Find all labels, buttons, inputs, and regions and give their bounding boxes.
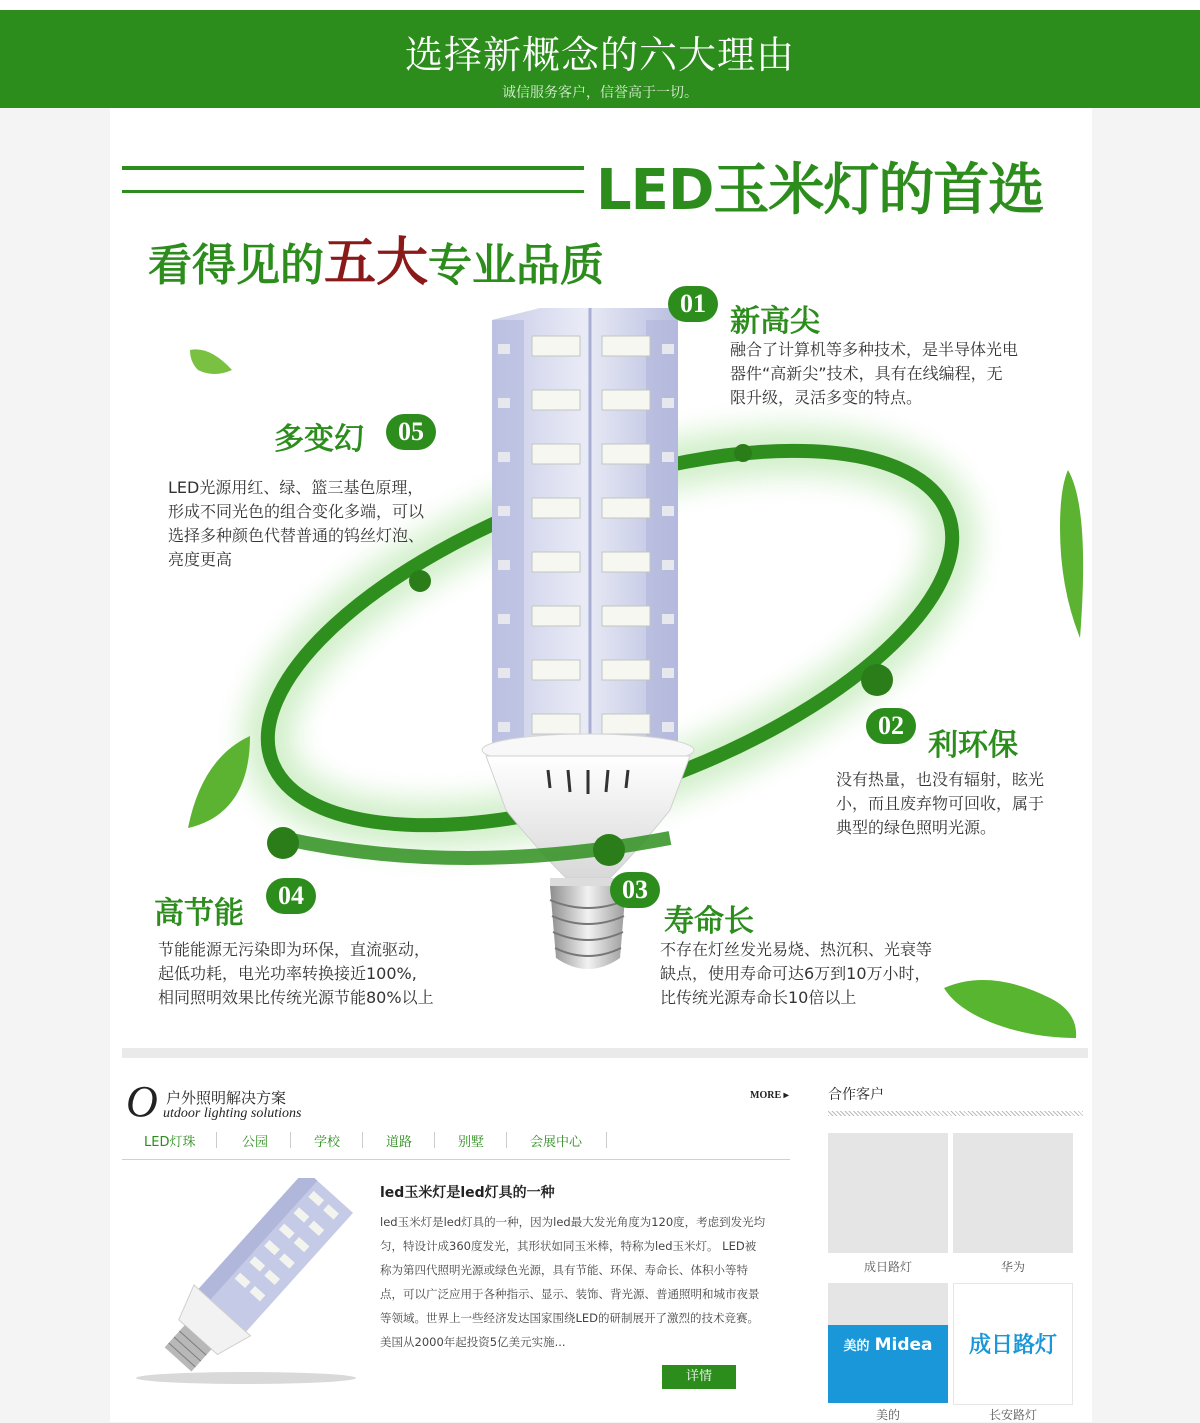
tab-separator: [506, 1132, 507, 1148]
partner-label[interactable]: 成日路灯: [863, 1260, 912, 1274]
feature-05-line: LED光源用红、绿、篮三基色原理，: [168, 478, 424, 497]
feature-05-desc: [168, 476, 424, 572]
more-link-label: MORE: [750, 1090, 782, 1101]
outdoor-title-en: utdoor lighting solutions: [163, 1106, 302, 1121]
midea-logo-en: Midea: [874, 1335, 933, 1355]
feature-05-title: 多变幻: [274, 422, 364, 457]
tab-villa[interactable]: 别墅: [458, 1135, 485, 1150]
feature-03-title: 寿命长: [664, 904, 754, 939]
partner-logo-1[interactable]: [828, 1133, 948, 1253]
feature-02-line: 没有热量，也没有辐射，眩光: [836, 770, 1045, 789]
feature-02-line: 典型的绿色照明光源。: [836, 818, 997, 837]
feature-03-desc: [660, 938, 932, 1010]
outdoor-title-cn: 户外照明解决方案: [166, 1089, 287, 1107]
tab-separator: [434, 1132, 435, 1148]
hero-panel: [110, 108, 1092, 1058]
lamp-body: [492, 308, 678, 744]
subhead-part1: 看得见的: [148, 240, 324, 291]
hero-headline: LED玉米灯的首选: [596, 158, 1044, 223]
feature-01-line: 限升级，灵活多变的特点。: [730, 388, 923, 407]
feature-05-line: 形成不同光色的组合变化多端，可以: [168, 502, 425, 521]
feature-02-title: 利环保: [928, 728, 1018, 763]
feature-04-title: 高节能: [154, 896, 244, 931]
article-body: [380, 1210, 765, 1354]
feature-01-title: 新高尖: [730, 304, 820, 339]
article-line: led玉米灯是led灯具的一种，因为led最大发光角度为120度，考虑到发光均: [380, 1215, 766, 1229]
article-line: 匀，特设计成360度发光，其形状如同玉米棒，特称为led玉米灯。 LED被: [380, 1239, 757, 1253]
top-strip: [0, 0, 1200, 10]
outdoor-big-letter: O: [126, 1077, 158, 1126]
article-title[interactable]: led玉米灯是led灯具的一种: [380, 1185, 555, 1201]
feature-05-line: 亮度更高: [168, 550, 233, 569]
tab-separator: [216, 1132, 217, 1148]
tab-led-beads[interactable]: LED灯珠: [144, 1135, 196, 1150]
partners-title: 合作客户: [828, 1087, 884, 1103]
feature-04-line: 节能能源无污染即为环保，直流驱动，: [158, 940, 431, 959]
section-shadow: [122, 1048, 1088, 1058]
feature-02-desc: [836, 768, 1044, 840]
article-line: 等领域。世界上一些经济发达国家围绕LED的研制展开了激烈的技术竞赛。: [380, 1311, 760, 1325]
detail-button[interactable]: 详情: [662, 1365, 736, 1389]
tab-separator: [606, 1132, 607, 1148]
feature-01-desc: [730, 338, 1018, 410]
article-line: 点，可以广泛应用于各种指示、显示、装饰、背光源、普通照明和城市夜景: [380, 1287, 760, 1301]
tab-school[interactable]: 学校: [314, 1135, 341, 1150]
partner-label[interactable]: 美的: [875, 1408, 900, 1422]
article-line: 美国从2000年起投资5亿美元实施...: [380, 1335, 566, 1349]
feature-03-line: 比传统光源寿命长10倍以上: [660, 988, 857, 1007]
feature-01-badge: 01: [668, 286, 718, 322]
feature-04-desc: [158, 938, 434, 1010]
chengri-logo-text: 成日路灯: [968, 1333, 1057, 1358]
partner-logo-midea[interactable]: [828, 1283, 948, 1403]
subhead-highlight: 五大: [324, 233, 429, 293]
feature-01-line: 器件“高新尖”技术，具有在线编程，无: [730, 364, 1003, 383]
partner-label[interactable]: 长安路灯: [988, 1408, 1037, 1422]
feature-04-line: 起低功耗，电光功率转换接近100%,: [158, 964, 417, 983]
feature-04-line: 相同照明效果比传统光源节能80%以上: [158, 988, 434, 1007]
banner-subtitle: 诚信服务客户，信誉高于一切。: [502, 85, 698, 101]
feature-04-badge: 04: [266, 878, 316, 914]
tab-exhibition[interactable]: 会展中心: [530, 1135, 583, 1150]
tabs-underline: [122, 1159, 790, 1160]
tab-separator: [362, 1132, 363, 1148]
arrow-right-icon: ▸: [783, 1090, 789, 1101]
tab-park[interactable]: 公园: [242, 1135, 269, 1150]
partner-logo-2[interactable]: [953, 1133, 1073, 1253]
midea-logo-cn: 美的: [843, 1339, 870, 1354]
tab-separator: [290, 1132, 291, 1148]
subhead-part2: 专业品质: [428, 240, 605, 291]
feature-03-badge: 03: [610, 872, 660, 908]
feature-02-line: 小，而且废弃物可回收，属于: [836, 794, 1045, 813]
banner: [0, 10, 1200, 108]
feature-02-badge: 02: [866, 708, 916, 744]
partner-logo-chengri[interactable]: [953, 1283, 1073, 1405]
feature-01-line: 融合了计算机等多种技术，是半导体光电: [730, 340, 1019, 359]
tab-road[interactable]: 道路: [386, 1135, 413, 1150]
partners-divider: [828, 1111, 1083, 1116]
midea-logo: [828, 1325, 948, 1403]
feature-03-line: 不存在灯丝发光易烧、热沉积、光衰等: [660, 940, 933, 959]
more-link[interactable]: [750, 1090, 789, 1101]
corn-lamp-illustration: [110, 108, 1092, 1058]
article-line: 称为第四代照明光源或绿色光源，具有节能、环保、寿命长、体积小等特: [380, 1263, 748, 1277]
feature-05-line: 选择多种颜色代替普通的钨丝灯泡、: [168, 526, 425, 545]
corn-lamp-product-image: [126, 1178, 366, 1388]
banner-title: 选择新概念的六大理由: [404, 33, 795, 77]
feature-05-badge: 05: [386, 414, 436, 450]
feature-03-line: 缺点，使用寿命可达6万到10万小时，: [660, 964, 931, 983]
partner-label[interactable]: 华为: [1000, 1260, 1025, 1274]
